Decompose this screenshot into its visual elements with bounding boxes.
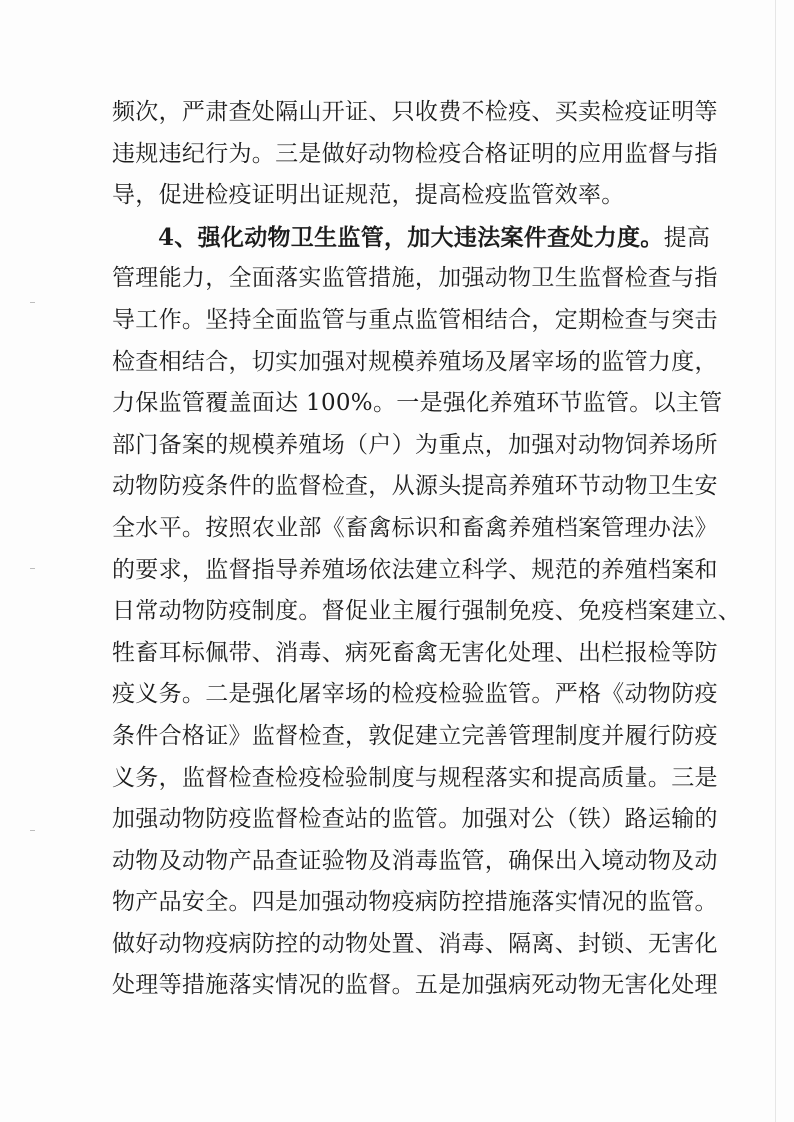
text-line: 导，促进检疫证明出证规范，提高检疫监管效率。 [112,182,625,209]
text-line: 日常动物防疫制度。督促业主履行强制免疫、免疫档案建立、 [112,598,742,625]
body-text [112,92,742,1007]
text-line: 处理等措施落实情况的监督。五是加强病死动物无害化处理 [112,972,718,999]
text-line: 动物及动物产品查证验物及消毒监管，确保出入境动物及动 [112,847,718,874]
text-line: 疫义务。二是强化屠宰场的检疫检验监管。严格《动物防疫 [112,681,718,708]
text-line: 全水平。按照农业部《畜禽标识和畜禽养殖档案管理办法》 [112,514,718,541]
section-heading-continuation: 提高 [663,224,711,251]
page-edge-line [775,0,776,1122]
text-line: 物产品安全。四是加强动物疫病防控措施落实情况的监管。 [112,889,718,916]
text-line: 加强动物防疫监督检查站的监管。加强对公（铁）路运输的 [112,806,718,833]
margin-tick [30,830,35,831]
text-line: 违规违纪行为。三是做好动物检疫合格证明的应用监督与指 [112,140,718,167]
margin-tick [30,568,35,569]
section-heading: 4、强化动物卫生监管，加大违法案件查处力度。 [158,223,664,251]
text-line: 管理能力，全面落实监管措施，加强动物卫生监督检查与指 [112,265,718,292]
text-line: 的要求，监督指导养殖场依法建立科学、规范的养殖档案和 [112,556,718,583]
margin-tick [30,302,35,303]
text-line: 义务，监督检查检疫检验制度与规程落实和提高质量。三是 [112,764,718,791]
section-heading-line [112,217,711,259]
text-line: 条件合格证》监督检查，敦促建立完善管理制度并履行防疫 [112,722,718,749]
text-line: 检查相结合，切实加强对规模养殖场及屠宰场的监管力度， [112,348,718,375]
text-line: 做好动物疫病防控的动物处置、消毒、隔离、封锁、无害化 [112,930,718,957]
text-line: 牲畜耳标佩带、消毒、病死畜禽无害化处理、出栏报检等防 [112,639,718,666]
text-line: 动物防疫条件的监督检查，从源头提高养殖环节动物卫生安 [112,473,718,500]
text-line: 频次，严肃查处隔山开证、只收费不检疫、买卖检疫证明等 [112,99,718,125]
text-line: 力保监管覆盖面达 100%。一是强化养殖环节监管。以主管 [112,390,723,417]
text-line: 导工作。坚持全面监管与重点监管相结合，定期检查与突击 [112,306,718,333]
text-line: 部门备案的规模养殖场（户）为重点，加强对动物饲养场所 [112,431,718,458]
